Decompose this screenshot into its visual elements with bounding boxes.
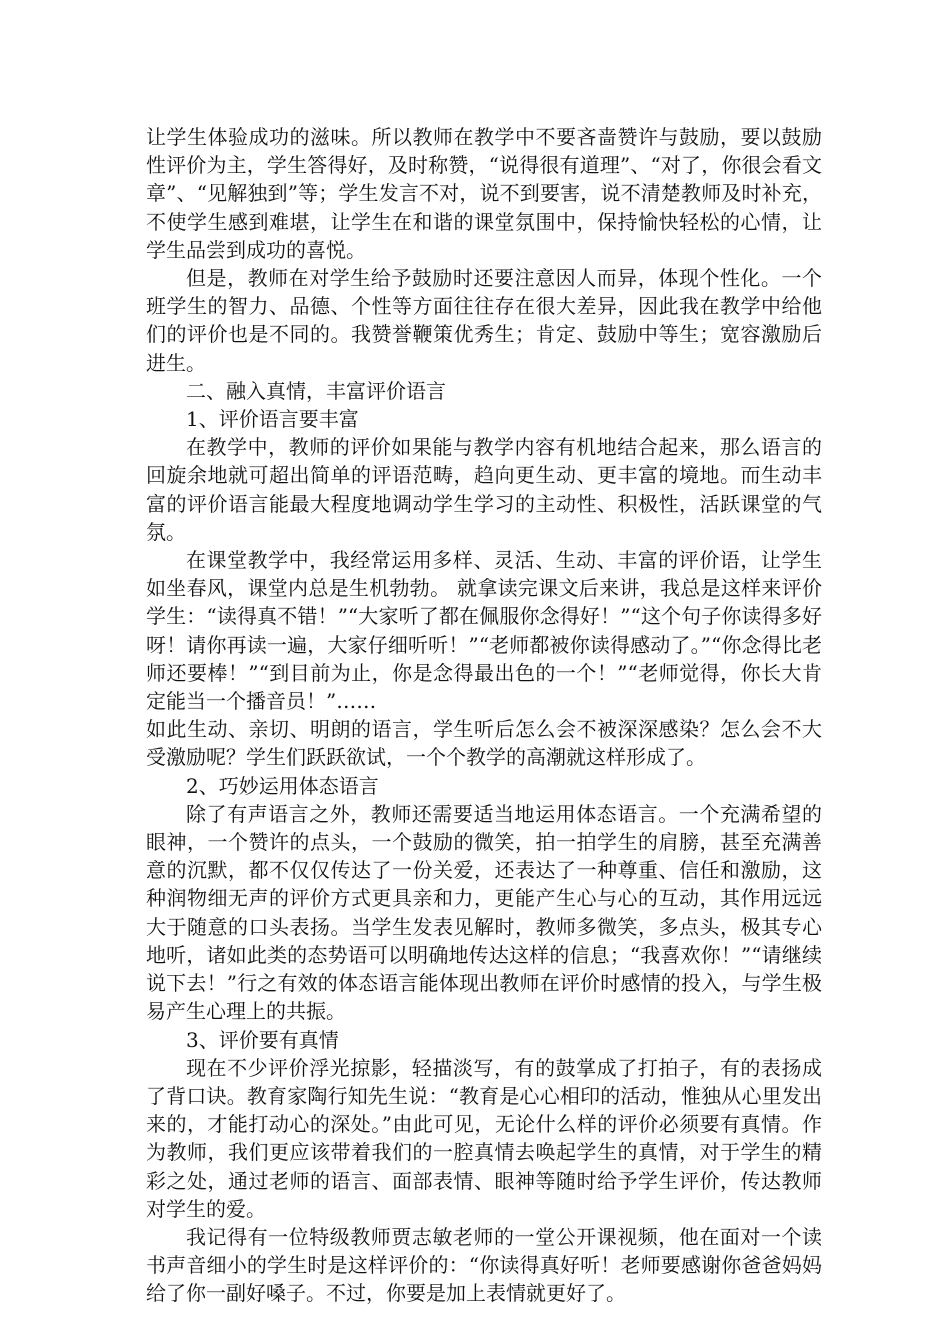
subheading-2-3: 3、评价要有真情 (186, 1027, 339, 1052)
paragraph-teacher-example: 我记得有一位特级教师贾志敏老师的一堂公开课视频，他在面对一个读书声音细小的学生时是这样评价的：“你读得真好听！老师要感谢你爸爸妈妈给了你一副好嗓子。不过，你要是加上表情就更好了。 (146, 1224, 822, 1306)
paragraph-success-taste: 让学生体验成功的滋味。所以教师在教学中不要吝啬赞许与鼓励，要以鼓励性评价为主，学生答得好，及时称赞，“说得很有道理”、“对了，你很会看文章”、“见解独到”等；学生发言不对，说不到要害，说不清楚教师及时补充，不使学生感到难堪，让学生在和谐的课堂氛围中，保持愉快轻松的心情，让学生品尝到成功的喜悦。 (146, 125, 822, 262)
paragraph-individualized-encouragement: 但是，教师在对学生给予鼓励时还要注意因人而异，体现个性化。一个班学生的智力、品德、个性等方面往往存在很大差异，因此我在教学中给他们的评价也是不同的。我赞誉鞭策优秀生；肯定、鼓励中等生；宽容激励后进生。 (146, 266, 822, 375)
paragraph-classroom-examples: 在课堂教学中，我经常运用多样、灵活、生动、丰富的评价语，让学生如坐春风，课堂内总是生机勃勃。 就拿读完课文后来讲，我总是这样来评价学生：“读得真不错！”“大家听了都在佩服你念得好！”“这个句子你读得多好呀！请你再读一遍，大家仔细听听！”“老师都被你读得感动了。”“你念得比老师还要棒！”“到目前为止，你是念得最出色的一个！”“老师觉得，你长大肯定能当一个播音员！”…… (146, 548, 822, 714)
subheading-2-2: 2、巧妙运用体态语言 (186, 773, 379, 798)
paragraph-rich-language: 在教学中，教师的评价如果能与教学内容有机地结合起来，那么语言的回旋余地就可超出简单的评语范畴，趋向更生动、更丰富的境地。而生动丰富的评价语言能最大程度地调动学生学习的主动性、积极性，活跃课堂的气氛。 (146, 435, 822, 544)
paragraph-effect-on-students: 如此生动、亲切、明朗的语言，学生听后怎么会不被深深感染？怎么会不大受激励呢？学生们跃跃欲试，一个个教学的高潮就这样形成了。 (146, 717, 822, 770)
paragraph-body-language: 除了有声语言之外，教师还需要适当地运用体态语言。一个充满希望的眼神，一个赞许的点头，一个鼓励的微笑，拍一拍学生的肩膀，甚至充满善意的沉默，都不仅仅传达了一份关爱，还表达了一种尊重、信任和激励，这种润物细无声的评价方式更具亲和力，更能产生心与心的互动，其作用远远大于随意的口头表扬。当学生发表见解时，教师多微笑，多点头，极其专心地听，诸如此类的态势语可以明确地传达这样的信息；“我喜欢你！”“请继续说下去！”行之有效的体态语言能体现出教师在评价时感情的投入，与学生极易产生心理上的共振。 (146, 801, 822, 1024)
document-page (146, 123, 822, 1308)
paragraph-sincere-evaluation: 现在不少评价浮光掠影，轻描淡写，有的鼓掌成了打拍子，有的表扬成了背口诀。教育家陶行知先生说：“教育是心心相印的活动，惟独从心里发出来的，才能打动心的深处。”由此可见，无论什么样的评价必须要有真情。作为教师，我们更应该带着我们的一腔真情去唤起学生的真情，对于学生的精彩之处，通过老师的语言、面部表情、眼神等随时给予学生评价，传达教师对学生的爱。 (146, 1055, 822, 1221)
section-heading-2: 二、融入真情，丰富评价语言 (186, 378, 446, 403)
subheading-2-1: 1、评价语言要丰富 (186, 407, 359, 432)
